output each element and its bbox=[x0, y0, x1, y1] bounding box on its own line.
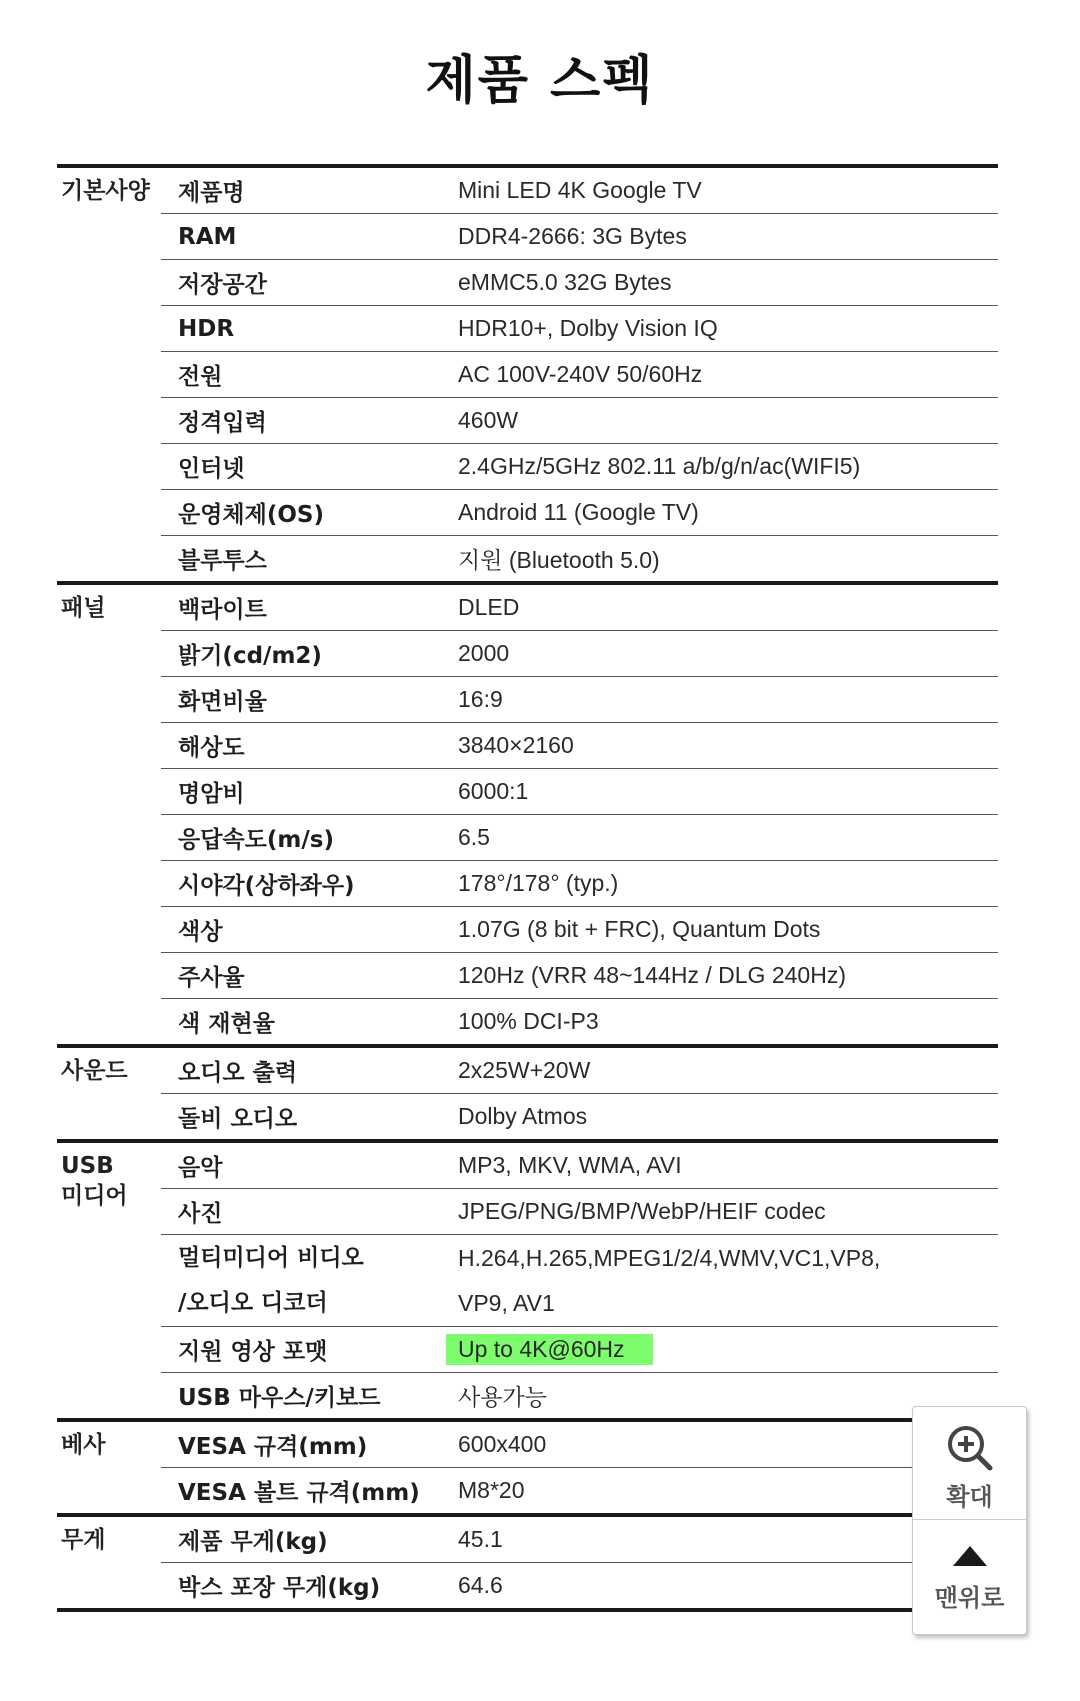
row-label: 돌비 오디오 bbox=[178, 1106, 298, 1132]
row-label: USB 마우스/키보드 bbox=[178, 1385, 381, 1411]
row-value: 16:9 bbox=[458, 686, 503, 712]
table-row bbox=[161, 1326, 998, 1372]
table-row bbox=[161, 1048, 998, 1093]
row-label: 사진 bbox=[178, 1201, 223, 1227]
table-row bbox=[161, 259, 998, 305]
table-row bbox=[161, 630, 998, 676]
row-label: 블루투스 bbox=[178, 548, 267, 574]
row-label: 인터넷 bbox=[178, 456, 245, 482]
arrow-up-icon bbox=[953, 1546, 987, 1566]
table-row bbox=[161, 443, 998, 489]
page-title: 제품 스펙 bbox=[425, 51, 655, 111]
section-category: 무게 bbox=[61, 1527, 106, 1553]
row-label: 멀티미디어 비디오 /오디오 디코더 bbox=[178, 1244, 364, 1316]
row-label: 정격입력 bbox=[178, 410, 267, 436]
table-row bbox=[161, 906, 998, 952]
row-value: 64.6 bbox=[458, 1572, 503, 1598]
spec-table bbox=[57, 164, 998, 1612]
zoom-in-icon bbox=[945, 1423, 995, 1473]
scroll-to-top-label: 맨위로 bbox=[934, 1584, 1005, 1612]
section-category: 베사 bbox=[61, 1432, 106, 1458]
row-value: 178°/178° (typ.) bbox=[458, 870, 619, 896]
spec-section-sound bbox=[57, 1044, 998, 1139]
row-value: JPEG/PNG/BMP/WebP/HEIF codec bbox=[458, 1198, 826, 1224]
row-label: RAM bbox=[178, 223, 237, 250]
spec-section-weight bbox=[57, 1513, 998, 1612]
row-label: VESA 규격(mm) bbox=[178, 1434, 368, 1460]
row-value: DLED bbox=[458, 594, 520, 620]
row-label: 저장공간 bbox=[178, 272, 267, 298]
row-label: 밝기(cd/m2) bbox=[178, 643, 322, 669]
row-label: 음악 bbox=[178, 1155, 223, 1181]
zoom-label: 확대 bbox=[946, 1483, 993, 1511]
row-value: 120Hz (VRR 48~144Hz / DLG 240Hz) bbox=[458, 962, 846, 988]
row-label: 제품명 bbox=[178, 180, 245, 206]
row-label: 색상 bbox=[178, 919, 223, 945]
row-value: 600x400 bbox=[458, 1431, 547, 1457]
row-value: 100% DCI-P3 bbox=[458, 1008, 599, 1034]
row-value: eMMC5.0 32G Bytes bbox=[458, 269, 672, 295]
row-label: 운영체제(OS) bbox=[178, 502, 325, 528]
table-row bbox=[161, 489, 998, 535]
table-row bbox=[161, 1422, 998, 1467]
spec-section-vesa bbox=[57, 1418, 998, 1513]
spec-section-panel bbox=[57, 581, 998, 1044]
section-category: USB 미디어 bbox=[61, 1153, 128, 1209]
table-row bbox=[161, 213, 998, 259]
row-label: 박스 포장 무게(kg) bbox=[178, 1575, 381, 1601]
section-category: 사운드 bbox=[61, 1058, 128, 1084]
table-row bbox=[161, 998, 998, 1044]
scroll-to-top-button[interactable] bbox=[913, 1520, 1026, 1634]
table-row bbox=[161, 305, 998, 351]
spec-section-usb-media bbox=[57, 1139, 998, 1418]
table-row bbox=[161, 1093, 998, 1139]
row-value: HDR10+, Dolby Vision IQ bbox=[458, 315, 718, 341]
table-row bbox=[161, 952, 998, 998]
row-value: DDR4-2666: 3G Bytes bbox=[458, 223, 687, 249]
table-row bbox=[161, 1143, 998, 1188]
highlighted-value: Up to 4K@60Hz bbox=[446, 1334, 653, 1365]
row-value: 460W bbox=[458, 407, 519, 433]
section-category: 패널 bbox=[61, 595, 106, 621]
floating-quick-panel bbox=[912, 1406, 1027, 1635]
row-value: H.264,H.265,MPEG1/2/4,WMV,VC1,VP8, VP9, AV1 bbox=[458, 1244, 881, 1316]
row-value: 1.07G (8 bit + FRC), Quantum Dots bbox=[458, 916, 821, 942]
row-value: 45.1 bbox=[458, 1526, 503, 1552]
table-row bbox=[161, 722, 998, 768]
row-label: 백라이트 bbox=[178, 597, 267, 623]
table-row bbox=[161, 585, 998, 630]
section-category: 기본사양 bbox=[61, 178, 150, 204]
row-value: 6.5 bbox=[458, 824, 490, 850]
spec-section-basic bbox=[57, 164, 998, 581]
table-row bbox=[161, 676, 998, 722]
table-row bbox=[161, 1234, 998, 1326]
table-row bbox=[161, 814, 998, 860]
table-row bbox=[161, 1467, 998, 1513]
row-value: Dolby Atmos bbox=[458, 1103, 588, 1129]
table-row bbox=[161, 1188, 998, 1234]
row-label: 화면비율 bbox=[178, 689, 267, 715]
row-label: 오디오 출력 bbox=[178, 1060, 298, 1086]
table-row bbox=[161, 535, 998, 581]
row-label: 주사율 bbox=[178, 965, 245, 991]
row-value: Android 11 (Google TV) bbox=[458, 499, 699, 525]
row-value: AC 100V-240V 50/60Hz bbox=[458, 361, 703, 387]
zoom-button[interactable] bbox=[913, 1407, 1026, 1520]
table-row bbox=[161, 168, 998, 213]
table-row bbox=[161, 860, 998, 906]
row-label: 해상도 bbox=[178, 735, 245, 761]
row-label: 응답속도(m/s) bbox=[178, 827, 334, 853]
row-label: 시야각(상하좌우) bbox=[178, 873, 355, 899]
table-row bbox=[161, 768, 998, 814]
row-value: 지원 (Bluetooth 5.0) bbox=[458, 547, 660, 573]
row-label: 제품 무게(kg) bbox=[178, 1529, 328, 1555]
row-value: MP3, MKV, WMA, AVI bbox=[458, 1152, 682, 1178]
table-row bbox=[161, 351, 998, 397]
row-value: 3840×2160 bbox=[458, 732, 574, 758]
row-label: HDR bbox=[178, 315, 235, 342]
table-row bbox=[161, 1372, 998, 1418]
row-label: 전원 bbox=[178, 364, 223, 390]
row-value: 사용가능 bbox=[458, 1384, 547, 1410]
row-label: 지원 영상 포맷 bbox=[178, 1339, 328, 1365]
table-row bbox=[161, 1517, 998, 1562]
row-value: 2x25W+20W bbox=[458, 1057, 591, 1083]
row-value: M8*20 bbox=[458, 1477, 525, 1503]
table-row bbox=[161, 1562, 998, 1608]
row-value: Mini LED 4K Google TV bbox=[458, 177, 702, 203]
row-label: 색 재현율 bbox=[178, 1011, 275, 1037]
row-value: 6000:1 bbox=[458, 778, 529, 804]
row-label: VESA 볼트 규격(mm) bbox=[178, 1480, 420, 1506]
table-row bbox=[161, 397, 998, 443]
row-label: 명암비 bbox=[178, 781, 245, 807]
row-value: 2000 bbox=[458, 640, 510, 666]
row-value: 2.4GHz/5GHz 802.11 a/b/g/n/ac(WIFI5) bbox=[458, 453, 861, 479]
